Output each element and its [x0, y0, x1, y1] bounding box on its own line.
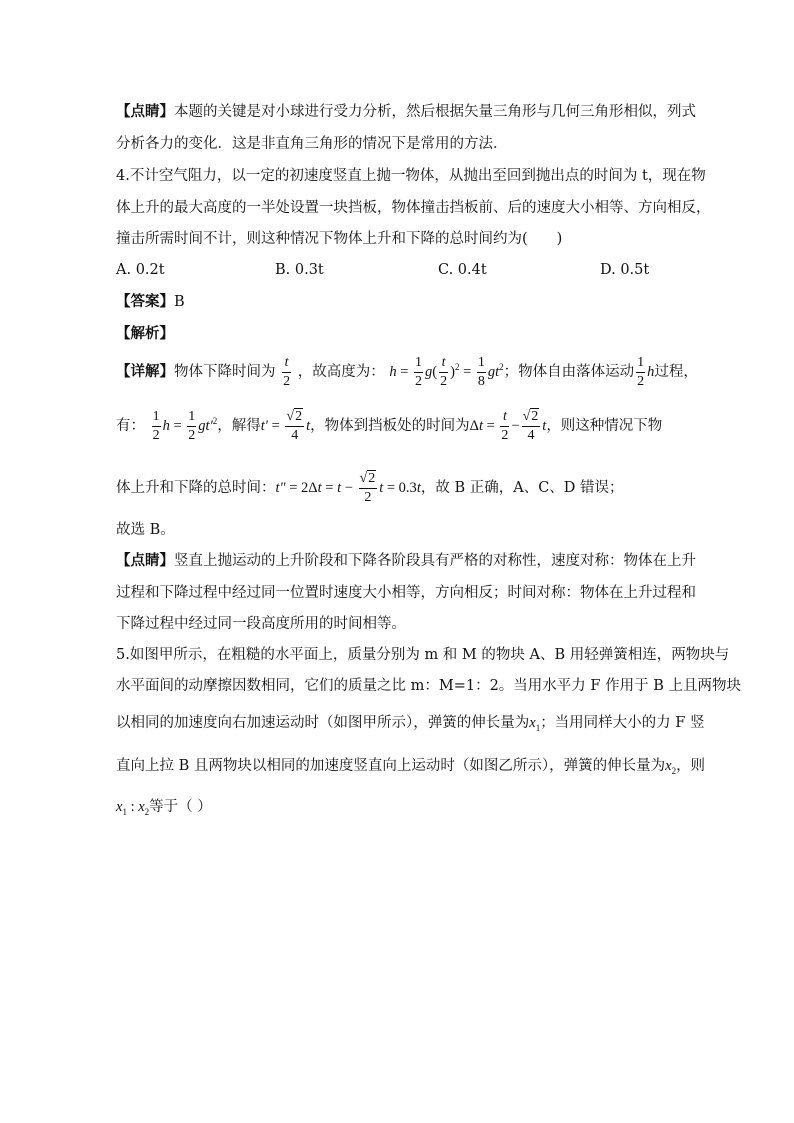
- formula-x2: $x_2$: [665, 758, 677, 776]
- question-5-line-3: 以相同的加速度向右加速运动时（如图甲所示），弹簧的伸长量为$x_1$；当用同样大小的力 F 竖: [116, 715, 705, 733]
- conclusion-line: 故选 B。: [116, 522, 175, 538]
- answer-line: [116, 292, 185, 312]
- formula-free-fall: $\frac{1}{2}$ h = $\frac{1}{2}$ $gt'^2$: [152, 409, 218, 443]
- dianjing-q4-line-3: 下降过程中经过同一段高度所用的时间相等。: [116, 616, 406, 632]
- formula-height: h = $\frac{1}{2}$ g( $\frac{t}{2}$ )$^2$ = $\frac{1}{8}$ $gt^2$: [389, 355, 504, 389]
- formula-t-prime: t′ = $\frac{√2}{4}$ t: [260, 409, 311, 443]
- question-5-line-1: 5.如图甲所示，在粗糙的水平面上，质量分别为 m 和 M 的物块 A、B 用轻弹簧相连，两物块与: [116, 647, 730, 663]
- formula-delta-t: Δt = $\frac{t}{2}$ − $\frac{√2}{4}$ t: [469, 409, 547, 443]
- question-5-line-2: 水平面间的动摩擦因数相同，它们的质量之比 m：M=1：2。当用水平力 F 作用于 B 上且两物块: [116, 678, 741, 694]
- dianjing-line-1: 【点睛】本题的关键是对小球进行受力分析，然后根据矢量三角形与几何三角形相似，列式: [116, 103, 696, 120]
- analysis-label: 【解析】: [116, 325, 174, 342]
- formula-x1: $x_1$: [529, 715, 541, 733]
- analysis-line: [116, 324, 174, 344]
- question-4-options: [116, 260, 676, 280]
- dianjing-q4-line-1: 【点睛】竖直上抛运动的上升阶段和下降各阶段具有严格的对称性，速度对称：物体在上升: [116, 552, 696, 569]
- detail-line-1: 【详解】物体下降时间为 $\frac{t}{2}$ ，故高度为： h = $\frac{1}{2}$ g( $\frac{t}{2}$ )$^2$ = $\frac{1}{8}$ $gt^2$；物体自由落体运动 $\frac{1}{2}$ h过程，: [116, 355, 698, 389]
- option-d: D. 0.5t: [600, 262, 650, 278]
- formula-half-h: $\frac{1}{2}$ h: [637, 355, 655, 389]
- detail-label: 【详解】: [116, 362, 174, 380]
- dianjing-label-q4: 【点睛】: [116, 552, 174, 569]
- question-4-line-2: 体上升的最大高度的一半处设置一块挡板，物体撞击挡板前、后的速度大小相等、方向相反，: [116, 200, 711, 216]
- detail-line-2: 有： $\frac{1}{2}$ h = $\frac{1}{2}$ $gt'^2$，解得t′ = $\frac{√2}{4}$ t，物体到挡板处的时间为Δt = $\frac{t}{2}$ − $\frac{√2}{4}$ t，则这种情况下物: [116, 409, 663, 443]
- option-b: B. 0.3t: [275, 262, 324, 278]
- answer-value: B: [174, 294, 185, 310]
- question-4-line-3: 撞击所需时间不计，则这种情况下物体上升和下降的总时间约为( ): [116, 231, 563, 247]
- question-5-line-5: $x_1$ : $x_2$等于（ ）: [116, 799, 212, 817]
- formula-ratio: $x_1$ : $x_2$: [116, 799, 150, 817]
- detail-line-3: 体上升和下降的总时间：t″ = 2Δt = t − $\frac{√2}{2}$ t = 0.3t，故 B 正确，A、C、D 错误；: [116, 471, 624, 505]
- option-a: A. 0.2t: [116, 262, 165, 278]
- answer-label: 【答案】: [116, 293, 174, 310]
- formula-total-time: t″ = 2Δt = t − $\frac{√2}{2}$ t = 0.3t: [275, 471, 421, 505]
- dianjing-line-2: 分析各力的变化．这是非直角三角形的情况下是常用的方法．: [116, 136, 508, 152]
- dianjing-q4-line-2: 过程和下降过程中经过同一位置时速度大小相等，方向相反；时间对称：物体在上升过程和: [116, 585, 696, 601]
- question-5-line-4: 直向上拉 B 且两物块以相同的加速度竖直向上运动时（如图乙所示），弹簧的伸长量为$x_2$，则: [116, 758, 706, 776]
- option-c: C. 0.4t: [438, 262, 487, 278]
- question-4-line-1: 4.不计空气阻力，以一定的初速度竖直上抛一物体，从抛出至回到抛出点的时间为 t，现在物: [116, 168, 706, 184]
- formula-half-t: $\frac{t}{2}$: [283, 355, 291, 389]
- dianjing-label: 【点睛】: [116, 103, 174, 120]
